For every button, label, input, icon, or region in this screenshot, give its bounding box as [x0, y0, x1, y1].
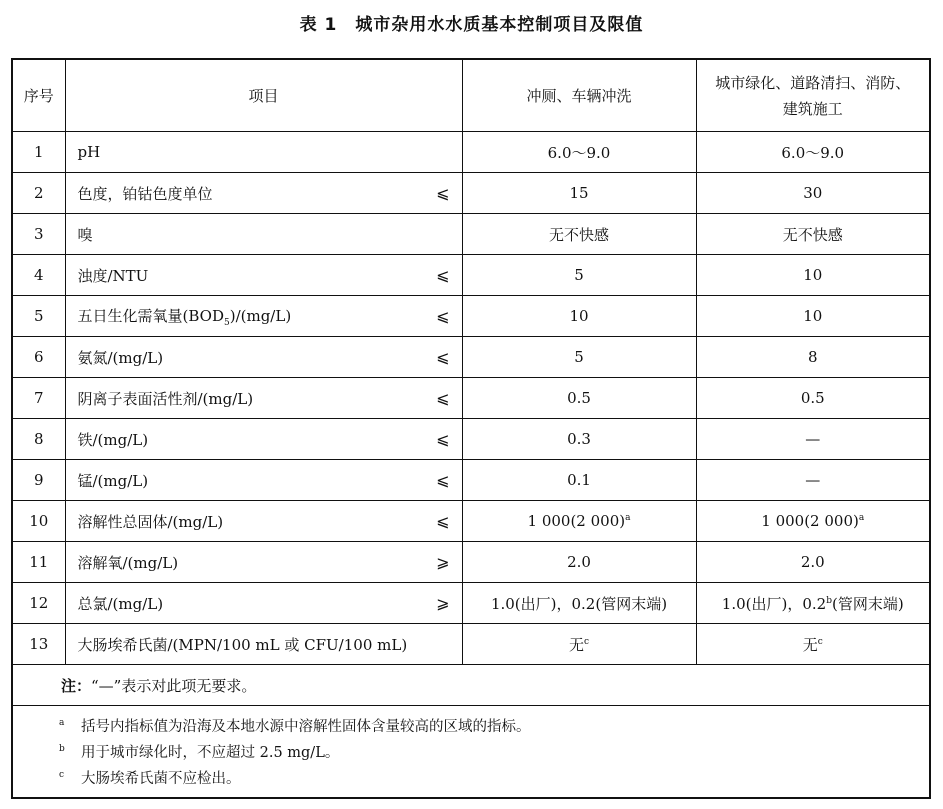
item-cell — [65, 501, 462, 542]
row-number: 5 — [13, 296, 65, 337]
value-col2 — [696, 132, 929, 173]
row-number: 2 — [13, 173, 65, 214]
item-label: 氨氮/(mg/L) — [77, 348, 164, 367]
value-col2 — [696, 501, 929, 542]
value-cell-text: 6.0～9.0 — [547, 143, 611, 162]
item-label: 锰/(mg/L) — [77, 471, 149, 490]
value-col1 — [462, 542, 696, 583]
table-row — [13, 460, 929, 501]
footnote-b: b 用于城市绿化时，不应超过 2.5 mg/L。 — [59, 744, 340, 761]
comparison-symbol: ⩽ — [436, 265, 450, 285]
item-label: 大肠埃希氏菌/(MPN/100 mL 或 CFU/100 mL) — [77, 635, 408, 654]
note-text: “—”表示对此项无要求。 — [91, 676, 257, 695]
table-row — [13, 132, 929, 173]
value-cell-text: 10 — [803, 307, 823, 325]
row-number: 7 — [13, 378, 65, 419]
item-label: 阴离子表面活性剂/(mg/L) — [77, 389, 254, 408]
value-cell-text: 0.5 — [800, 389, 825, 407]
row-number: 9 — [13, 460, 65, 501]
table-row — [13, 419, 929, 460]
value-cell-text: 0.1 — [567, 471, 591, 489]
table-row — [13, 337, 929, 378]
footnote-ref: a — [858, 513, 865, 523]
comparison-symbol: ⩽ — [436, 183, 450, 203]
item-label: 铁/(mg/L) — [77, 430, 149, 449]
table-row — [13, 378, 929, 419]
item-cell — [65, 542, 462, 583]
value-cell-text: 5 — [574, 348, 584, 366]
table-row — [13, 583, 929, 624]
value-col1 — [462, 501, 696, 542]
value-cell-text: 无不快感 — [548, 225, 609, 244]
footnote-c: c 大肠埃希氏菌不应检出。 — [59, 770, 241, 787]
value-cell-text: 1 000(2 000) — [761, 512, 859, 530]
value-cell-text: 6.0～9.0 — [781, 143, 845, 162]
value-cell-text: 8 — [807, 348, 818, 366]
footnote-ref: c — [817, 636, 823, 647]
value-col1 — [462, 296, 696, 337]
value-col2 — [696, 419, 929, 460]
water-quality-table — [13, 60, 929, 798]
row-number: 10 — [13, 501, 65, 542]
row-number: 6 — [13, 337, 65, 378]
comparison-symbol: ⩽ — [436, 306, 450, 326]
footnote-a: a 括号内指标值为沿海及本地水源中溶解性固体含量较高的区域的指标。 — [59, 718, 531, 735]
table-title: 表 1 城市杂用水水质基本控制项目及限值 — [299, 15, 644, 35]
header-no: 序号 — [13, 60, 65, 132]
value-cell-text: 10 — [569, 307, 589, 325]
table-row — [13, 501, 929, 542]
value-col1 — [462, 460, 696, 501]
footnote-text: 大肠埃希氏菌不应检出。 — [81, 771, 241, 787]
footnote-text: 括号内指标值为沿海及本地水源中溶解性固体含量较高的区域的指标。 — [81, 719, 531, 735]
row-number: 12 — [13, 583, 65, 624]
value-cell-text: 30 — [803, 184, 823, 202]
item-label: 浊度/NTU — [77, 266, 149, 285]
table-row — [13, 255, 929, 296]
item-cell — [65, 173, 462, 214]
value-cell-text: 2.0 — [800, 553, 825, 571]
row-number: 8 — [13, 419, 65, 460]
value-col2 — [696, 255, 929, 296]
value-cell-text: 5 — [574, 266, 584, 284]
note-label: 注： — [61, 676, 92, 695]
row-number: 1 — [13, 132, 65, 173]
value-col1 — [462, 419, 696, 460]
value-cell-text: 10 — [803, 266, 823, 284]
comparison-symbol: ⩽ — [436, 511, 450, 531]
item-label: 五日生化需氧量$(BOD_5)/(mg/L)$ — [77, 306, 292, 328]
footnote-row — [13, 706, 929, 799]
item-cell — [65, 583, 462, 624]
value-col1 — [462, 132, 696, 173]
value-col2 — [696, 337, 929, 378]
value-cell-text: 1.0(出厂)，0.2$^b$(管网末端) — [721, 594, 904, 613]
item-label: 总氯/(mg/L) — [77, 594, 164, 613]
row-number: 3 — [13, 214, 65, 255]
value-col1 — [462, 378, 696, 419]
item-label: 溶解氧/(mg/L) — [77, 553, 179, 572]
value-col2 — [696, 214, 929, 255]
value-col1 — [462, 255, 696, 296]
table-row — [13, 624, 929, 665]
item-cell — [65, 419, 462, 460]
footnote-ref: c — [583, 636, 590, 647]
comparison-symbol: ⩾ — [436, 593, 450, 613]
item-label: pH — [77, 143, 101, 161]
comparison-symbol: ⩽ — [436, 388, 450, 408]
item-cell — [65, 460, 462, 501]
footnote-ref: a — [625, 513, 631, 523]
comparison-symbol: ⩽ — [436, 470, 450, 490]
footnote-text: 用于城市绿化时，不应超过 2.5 mg/L。 — [81, 745, 340, 761]
value-cell-text: — — [805, 471, 821, 489]
value-col2 — [696, 296, 929, 337]
value-col2 — [696, 583, 929, 624]
value-cell-text: 0.5 — [567, 389, 591, 407]
item-cell — [65, 255, 462, 296]
value-cell-text: 1.0(出厂)，0.2(管网末端) — [490, 594, 668, 613]
row-number: 13 — [13, 624, 65, 665]
row-number: 11 — [13, 542, 65, 583]
value-col1 — [462, 214, 696, 255]
note-row — [13, 665, 929, 706]
value-cell-text: 1 000(2 000) — [527, 512, 626, 530]
value-cell-text: 15 — [569, 184, 589, 202]
header-row — [13, 60, 929, 132]
value-cell-text: 无不快感 — [782, 225, 843, 244]
value-cell-text: — — [805, 430, 821, 448]
table-row — [13, 214, 929, 255]
table-row — [13, 173, 929, 214]
value-cell-text: 无 — [802, 635, 818, 654]
comparison-symbol: ⩽ — [436, 347, 450, 367]
item-cell — [65, 378, 462, 419]
comparison-symbol: ⩾ — [436, 552, 450, 572]
item-cell — [65, 296, 462, 337]
item-label: 色度，铂钴色度单位 — [77, 184, 213, 203]
header-col1: 冲厕、车辆冲洗 — [462, 60, 696, 132]
value-cell-text: 2.0 — [567, 553, 591, 571]
table-frame — [11, 58, 931, 799]
value-col2 — [696, 460, 929, 501]
header-item: 项目 — [65, 60, 462, 132]
value-col1 — [462, 583, 696, 624]
value-col2 — [696, 173, 929, 214]
value-col1 — [462, 337, 696, 378]
value-col1 — [462, 624, 696, 665]
row-number: 4 — [13, 255, 65, 296]
table-row — [13, 296, 929, 337]
item-label: 溶解性总固体/(mg/L) — [77, 512, 224, 531]
item-label: 嗅 — [77, 225, 93, 244]
table-row — [13, 542, 929, 583]
header-col2-line1: 城市绿化、道路清扫、消防、 — [715, 73, 911, 92]
value-cell-text: 0.3 — [567, 430, 591, 448]
item-cell — [65, 337, 462, 378]
value-col2 — [696, 378, 929, 419]
value-col1 — [462, 173, 696, 214]
comparison-symbol: ⩽ — [436, 429, 450, 449]
item-cell — [65, 132, 462, 173]
value-cell-text: 无 — [568, 635, 584, 654]
value-col2 — [696, 542, 929, 583]
item-cell — [65, 624, 462, 665]
value-col2 — [696, 624, 929, 665]
header-col2 — [696, 60, 929, 132]
item-cell — [65, 214, 462, 255]
header-col2-line2: 建筑施工 — [782, 99, 843, 118]
